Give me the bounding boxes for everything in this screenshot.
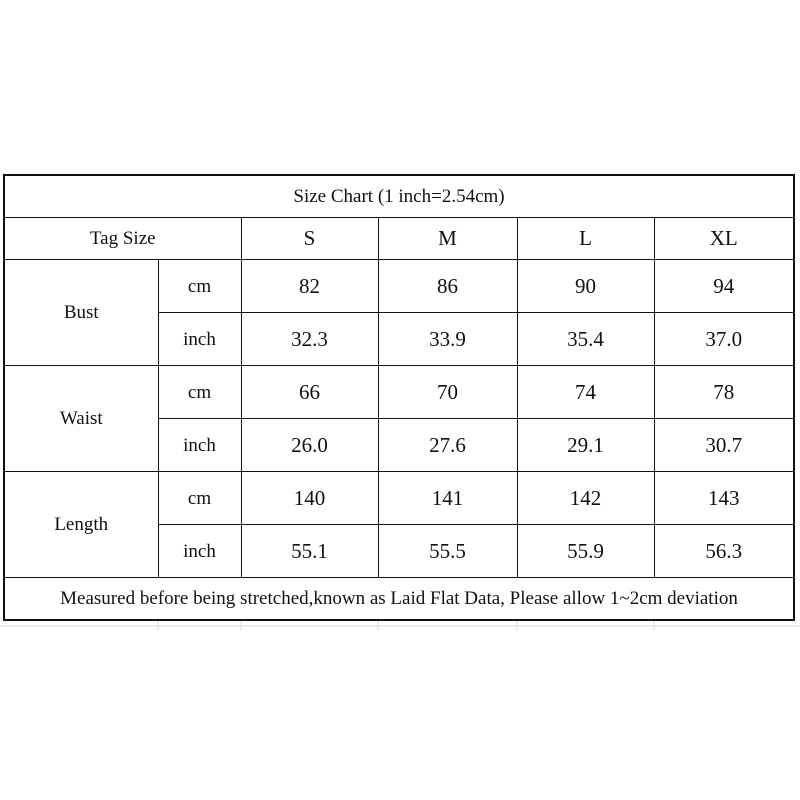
title-row bbox=[4, 175, 794, 218]
table-row bbox=[4, 472, 794, 525]
value-cell: 70 bbox=[378, 366, 517, 419]
value-cell: 66 bbox=[241, 366, 378, 419]
value-cell: 33.9 bbox=[378, 313, 517, 366]
value-cell: 143 bbox=[654, 472, 794, 525]
table-row bbox=[4, 366, 794, 419]
size-chart-container bbox=[3, 174, 795, 621]
value-cell: 55.1 bbox=[241, 525, 378, 578]
size-header-l: L bbox=[517, 218, 654, 260]
value-cell: 55.5 bbox=[378, 525, 517, 578]
value-cell: 29.1 bbox=[517, 419, 654, 472]
value-cell: 27.6 bbox=[378, 419, 517, 472]
value-cell: 35.4 bbox=[517, 313, 654, 366]
value-cell: 55.9 bbox=[517, 525, 654, 578]
unit-label: cm bbox=[158, 472, 241, 525]
value-cell: 78 bbox=[654, 366, 794, 419]
value-cell: 56.3 bbox=[654, 525, 794, 578]
value-cell: 94 bbox=[654, 260, 794, 313]
value-cell: 142 bbox=[517, 472, 654, 525]
measurement-note: Measured before being stretched,known as Laid Flat Data, Please allow 1~2cm deviation bbox=[4, 578, 794, 621]
value-cell: 26.0 bbox=[241, 419, 378, 472]
size-header-s: S bbox=[241, 218, 378, 260]
measure-label-length: Length bbox=[4, 472, 158, 578]
size-header-m: M bbox=[378, 218, 517, 260]
unit-label: inch bbox=[158, 313, 241, 366]
measure-label-bust: Bust bbox=[4, 260, 158, 366]
value-cell: 32.3 bbox=[241, 313, 378, 366]
tag-size-label: Tag Size bbox=[4, 218, 241, 260]
table-row bbox=[4, 260, 794, 313]
unit-label: cm bbox=[158, 260, 241, 313]
measure-label-waist: Waist bbox=[4, 366, 158, 472]
value-cell: 37.0 bbox=[654, 313, 794, 366]
unit-label: cm bbox=[158, 366, 241, 419]
unit-label: inch bbox=[158, 419, 241, 472]
chart-title: Size Chart (1 inch=2.54cm) bbox=[4, 175, 794, 218]
header-row bbox=[4, 218, 794, 260]
size-chart-table bbox=[3, 174, 795, 621]
value-cell: 74 bbox=[517, 366, 654, 419]
value-cell: 86 bbox=[378, 260, 517, 313]
value-cell: 30.7 bbox=[654, 419, 794, 472]
value-cell: 140 bbox=[241, 472, 378, 525]
unit-label: inch bbox=[158, 525, 241, 578]
value-cell: 141 bbox=[378, 472, 517, 525]
size-header-xl: XL bbox=[654, 218, 794, 260]
value-cell: 90 bbox=[517, 260, 654, 313]
note-row bbox=[4, 578, 794, 621]
value-cell: 82 bbox=[241, 260, 378, 313]
